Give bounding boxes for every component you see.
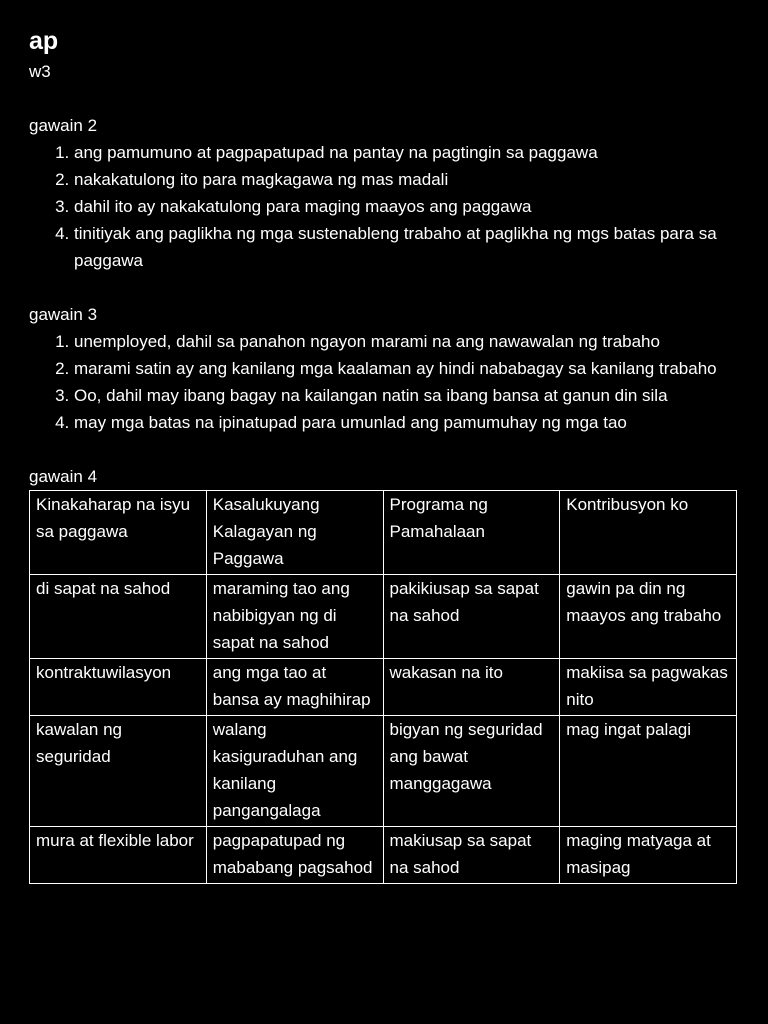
list-item: 1. ang pamumuno at pagpapatupad na pantay na pagtingin sa paggawa [74, 139, 741, 166]
gawain-2-list [29, 139, 741, 274]
document-subtitle: w3 [29, 62, 51, 81]
table-cell: walang kasiguraduhan ang kanilang pangangalaga [206, 716, 383, 827]
table-cell: maraming tao ang nabibigyan ng di sapat na sahod [206, 575, 383, 659]
table-cell: maging matyaga at masipag [560, 827, 737, 884]
table-cell: makiisa sa pagwakas nito [560, 659, 737, 716]
table-cell: wakasan na ito [383, 659, 560, 716]
gawain-3-heading: gawain 3 [29, 305, 98, 324]
table-row [30, 716, 737, 827]
table-cell: bigyan ng seguridad ang bawat manggagawa [383, 716, 560, 827]
document-title: ap [29, 27, 59, 55]
list-item: 4. tinitiyak ang paglikha ng mga sustenableng trabaho at paglikha ng mgs batas para sa paggawa [74, 220, 741, 274]
list-item: 2. marami satin ay ang kanilang mga kaalaman ay hindi nababagay sa kanilang trabaho [74, 355, 741, 382]
table-cell: mag ingat palagi [560, 716, 737, 827]
list-item: 3. Oo, dahil may ibang bagay na kailangan natin sa ibang bansa at ganun din sila [74, 382, 741, 409]
table-cell: pakikiusap sa sapat na sahod [383, 575, 560, 659]
table-header-cell: Kasalukuyang Kalagayan ng Paggawa [206, 491, 383, 575]
table-row [30, 575, 737, 659]
gawain-3-list [29, 328, 741, 436]
table-cell: ang mga tao at bansa ay maghihirap [206, 659, 383, 716]
table-cell: mura at flexible labor [30, 827, 207, 884]
table-header-cell: Kontribusyon ko [560, 491, 737, 575]
gawain-2-heading: gawain 2 [29, 116, 98, 135]
table-cell: gawin pa din ng maayos ang trabaho [560, 575, 737, 659]
table-cell: di sapat na sahod [30, 575, 207, 659]
gawain-4-heading: gawain 4 [29, 467, 98, 486]
table-cell: kawalan ng seguridad [30, 716, 207, 827]
table-header-row [30, 491, 737, 575]
table-header-cell: Programa ng Pamahalaan [383, 491, 560, 575]
table-cell: kontraktuwilasyon [30, 659, 207, 716]
list-item: 1. unemployed, dahil sa panahon ngayon marami na ang nawawalan ng trabaho [74, 328, 741, 355]
list-item: 3. dahil ito ay nakakatulong para maging maayos ang paggawa [74, 193, 741, 220]
table-cell: makiusap sa sapat na sahod [383, 827, 560, 884]
gawain-4-table [29, 490, 737, 884]
table-header-cell: Kinakaharap na isyu sa paggawa [30, 491, 207, 575]
table-row [30, 659, 737, 716]
document [29, 24, 741, 884]
table-row [30, 827, 737, 884]
list-item: 4. may mga batas na ipinatupad para umunlad ang pamumuhay ng mga tao [74, 409, 741, 436]
table-cell: pagpapatupad ng mababang pagsahod [206, 827, 383, 884]
list-item: 2. nakakatulong ito para magkagawa ng mas madali [74, 166, 741, 193]
